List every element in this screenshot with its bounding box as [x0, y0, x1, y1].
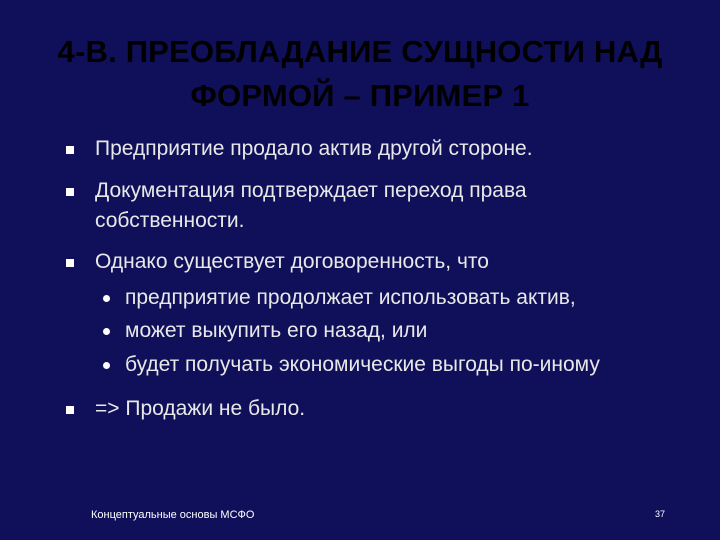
sub-bullet-text: может выкупить его назад, или: [125, 319, 428, 342]
bullet-text: Предприятие продало актив другой стороне.: [95, 137, 533, 160]
slide-title-line-1: 4-B. ПРЕОБЛАДАНИЕ СУЩНОСТИ НАД: [57, 34, 663, 69]
square-bullet-icon: [66, 406, 74, 414]
footer-caption: Концептуальные основы МСФО: [91, 509, 255, 521]
square-bullet-icon: [66, 146, 74, 154]
slide-title-line-2: ФОРМОЙ – ПРИМЕР 1: [190, 78, 530, 113]
bullet-text: Однако существует договоренность, что: [95, 250, 489, 273]
round-bullet-icon: [103, 328, 110, 335]
round-bullet-icon: [103, 295, 110, 302]
slide-title: [40, 30, 680, 118]
square-bullet-icon: [66, 188, 74, 196]
square-bullet-icon: [66, 259, 74, 267]
round-bullet-icon: [103, 362, 110, 369]
sub-bullet-text: будет получать экономические выгоды по-иному: [125, 353, 600, 376]
sub-bullet-text: предприятие продолжает использовать актив,: [125, 286, 576, 309]
bullet-text: Документация подтверждает переход права собственности.: [95, 179, 527, 232]
bullet-text: => Продажи не было.: [95, 397, 306, 420]
page-number: 37: [655, 509, 666, 519]
